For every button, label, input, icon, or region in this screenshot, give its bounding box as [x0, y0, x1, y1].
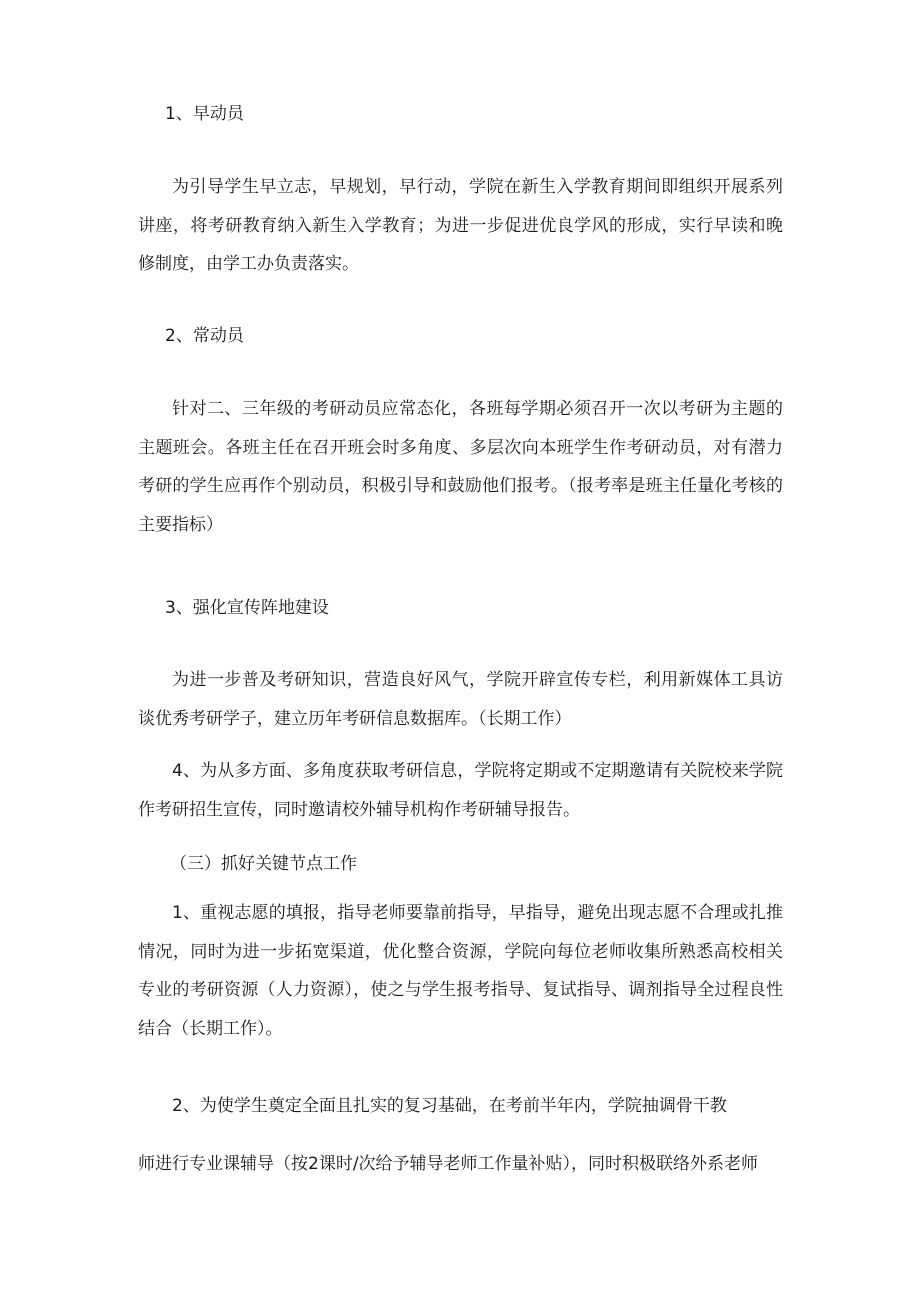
paragraph-regular-mobilization: 针对二、三年级的考研动员应常态化，各班每学期必须召开一次以考研为主题的主题班会。各班主任在召开班会时多角度、多层次向本班学生作考研动员，对有潜力考研的学生应再作个别动员，积极引导和鼓励他们报考。（报考率是班主任量化考核的主要指标）: [138, 399, 783, 535]
paragraph-application-guidance: 1、重视志愿的填报，指导老师要靠前指导，早指导，避免出现志愿不合理或扎推情况，同时为进一步拓宽渠道，优化整合资源，学院向每位老师收集所熟悉高校相关专业的考研资源（人力资源），使之与学生报考指导、复试指导、调剂指导全过程良性结合（长期工作）。: [138, 903, 783, 1039]
paragraph-publicity-building: 为进一步普及考研知识，营造良好风气，学院开辟宣传专栏，利用新媒体工具访谈优秀考研学子，建立历年考研信息数据库。（长期工作）: [138, 670, 783, 729]
heading-early-mobilization: 1、早动员: [165, 104, 244, 124]
heading-publicity-building: 3、强化宣传阵地建设: [165, 598, 329, 618]
paragraph-review-foundation-line1: 2、为使学生奠定全面且扎实的复习基础，在考前半年内，学院抽调骨干教: [172, 1096, 727, 1116]
section-heading-key-nodes: （三）抓好关键节点工作: [170, 854, 357, 874]
paragraph-review-foundation-line2: 师进行专业课辅导（按2课时/次给予辅导老师工作量补贴），同时积极联络外系老师: [138, 1154, 759, 1174]
paragraph-info-gathering: 4、为从多方面、多角度获取考研信息，学院将定期或不定期邀请有关院校来学院作考研招生宣传，同时邀请校外辅导机构作考研辅导报告。: [138, 761, 783, 820]
paragraph-early-mobilization: 为引导学生早立志，早规划，早行动，学院在新生入学教育期间即组织开展系列讲座，将考研教育纳入新生入学教育；为进一步促进优良学风的形成，实行早读和晚修制度，由学工办负责落实。: [138, 177, 783, 274]
heading-regular-mobilization: 2、常动员: [165, 326, 244, 346]
